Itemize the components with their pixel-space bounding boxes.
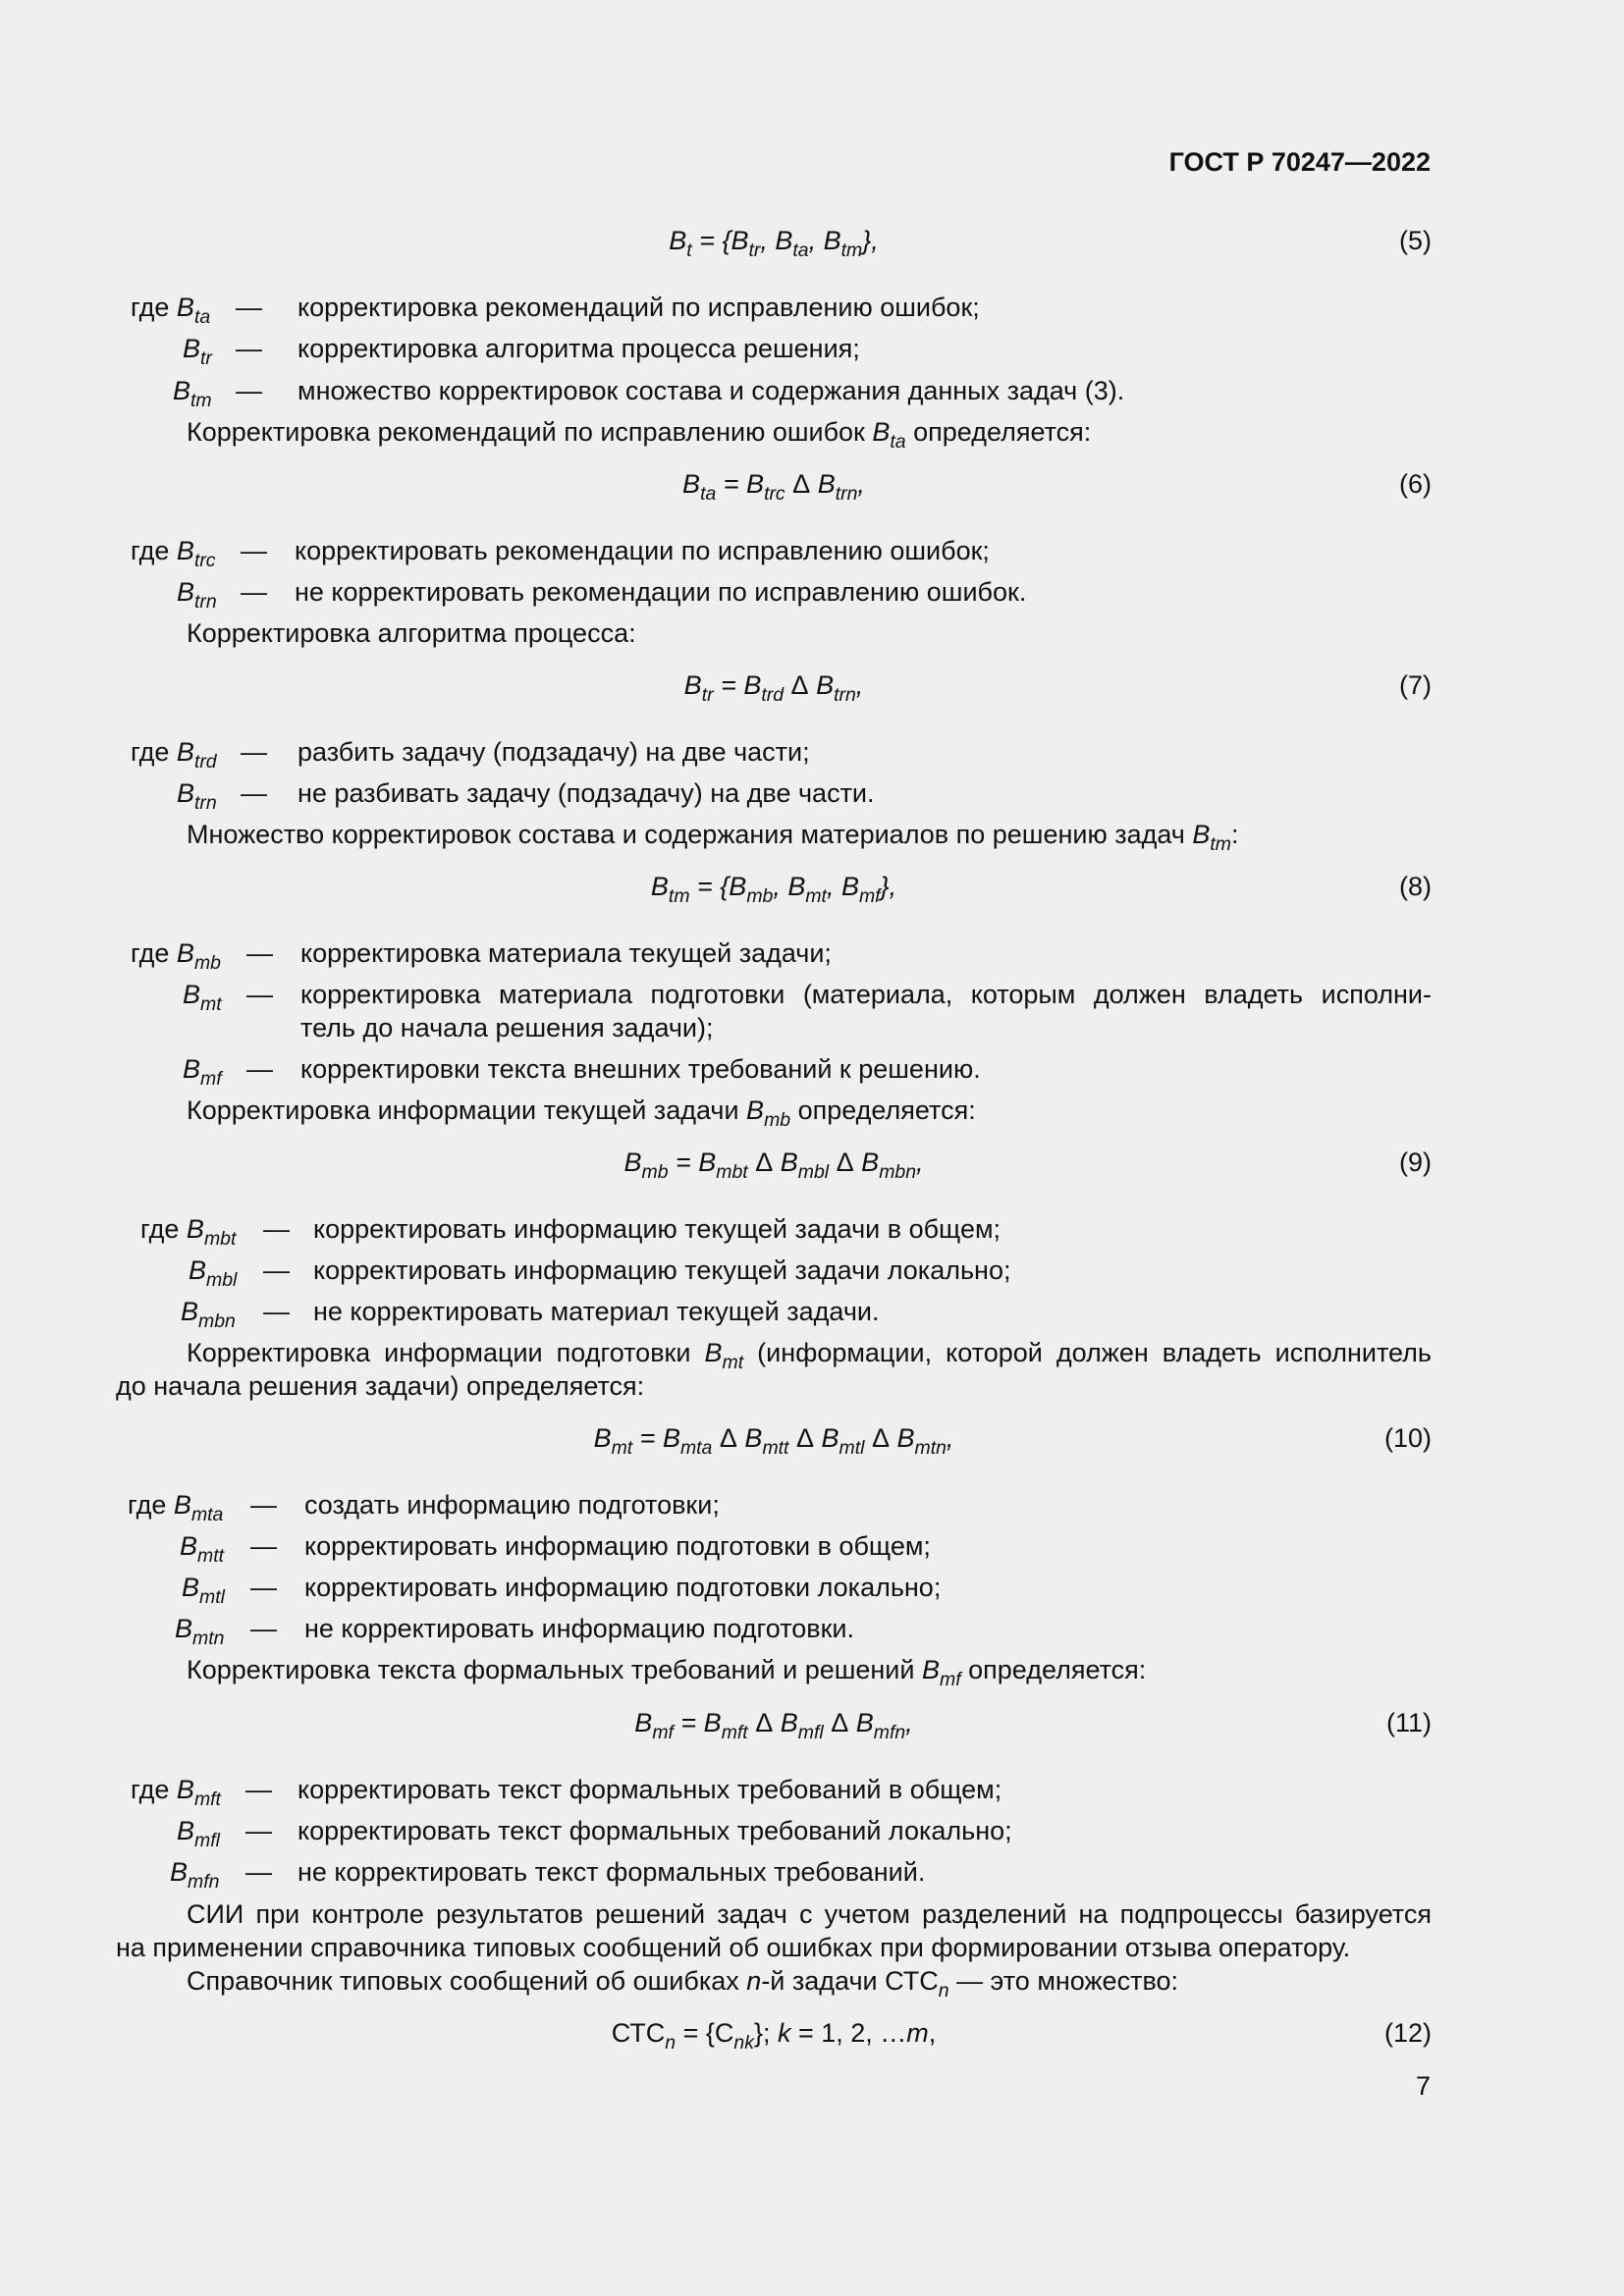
definition-text: корректировка рекомендаций по исправлению ошибок; xyxy=(298,293,980,322)
equation-6: $B_{ta} = B_{trc}$ Δ $B_{trn}$, (6) xyxy=(682,469,1432,505)
equation-number: (5) xyxy=(1399,226,1432,255)
paragraph: Корректировка информации текущей задачи $B_{mb}$ определяется: xyxy=(187,1095,976,1131)
equation-12: $СТС_n = \{С_{nk}\}$; k = 1, 2, …m, (12) xyxy=(611,2018,1432,2054)
definition-text: корректировка алгоритма процесса решения; xyxy=(298,334,860,363)
paragraph: Справочник типовых сообщений об ошибках n-й задачи $СТС_n$ — это множество: xyxy=(187,1966,1179,2002)
paragraph: Корректировка алгоритма процесса: xyxy=(187,618,636,648)
page-number: 7 xyxy=(1415,2071,1431,2101)
equation-9: $B_{mb} = B_{mbt}$ Δ $B_{mbl}$ Δ $B_{mbn}$, (9) xyxy=(623,1148,1432,1183)
equation-number: (6) xyxy=(1399,469,1432,499)
equation-5 xyxy=(116,226,1432,265)
equation-number: (9) xyxy=(1399,1148,1432,1177)
equation-number: (11) xyxy=(1385,1708,1432,1737)
equation-8: $B_{tm} = \{B_{mb}$, $B_{mt}$, $B_{mf}$}, (8) xyxy=(650,872,1432,907)
equation-number: (10) xyxy=(1383,1423,1432,1453)
dash: — xyxy=(236,293,262,322)
paragraph: Корректировка рекомендаций по исправлению ошибок $B_{ta}$ определяется: xyxy=(187,417,1092,453)
equation-number: (12) xyxy=(1383,2018,1432,2048)
paragraph: СИИ при контроле результатов решений задач с учетом разделений на подпроцессы базируется xyxy=(187,1899,1432,1929)
equation-number: (7) xyxy=(1399,670,1432,700)
equation-7: $B_{tr} = B_{trd}$ Δ $B_{trn}$, (7) xyxy=(683,670,1432,706)
paragraph: Множество корректировок состава и содержания материалов по решению задач $B_{tm}$: xyxy=(187,820,1239,855)
definition-text: множество корректировок состава и содержания данных задач (3). xyxy=(298,376,1125,405)
equation-11: $B_{mf} = B_{mft}$ Δ $B_{mfl}$ Δ $B_{mfn}$, (11) xyxy=(634,1708,1432,1743)
paragraph: на применении справочника типовых сообщений об ошибках при формировании отзыва оператору. xyxy=(116,1933,1351,1962)
where-label: где $B_{ta}$ xyxy=(131,293,211,328)
paragraph: Корректировка информации подготовки $B_{mt}$ (информации, которой должен владеть исполнитель xyxy=(187,1338,1432,1373)
formula-5: $B_t = \{B_{tr}$, $B_{ta}$, $B_{tm}$}, xyxy=(669,226,879,261)
equation-number: (8) xyxy=(1399,872,1432,901)
equation-10: $B_{mt} = B_{mta}$ Δ $B_{mtt}$ Δ $B_{mtl}$ Δ $B_{mtn}$, (10) xyxy=(593,1423,1432,1459)
paragraph: Корректировка текста формальных требований и решений $B_{mf}$ определяется: xyxy=(187,1655,1147,1690)
document-page: ГОСТ Р 70247—2022 $B_t = \{B_{tr}$, $B_{ta}$, $B_{tm}$}, (5) где $B_{ta}$ — корректировка рекомендаций по исправлению ошибок; $B_{tr}$ — корректировка алгоритма процесса решения; $B_{tm}$ — множество корректировок состава и содержания данных задач (3). Корректировка рекомендаций по исправлению ошибок $B_{ta}$ определяется: $B_{ta} = B_{trc}$ Δ $B_{trn}$, (6) где $B_{trc}$ — корректировать рекомендации по исправлению ошибок; $B_{trn}$ — не корректировать рекомендации по исправлению ошибок. Корректировка алгоритма процесса: $B_{tr} = B_{trd}$ Δ $B_{trn}$, (7) где $B_{trd}$ — разбить задачу (подзадачу) на две части; $B_{trn}$ — не разбивать задачу (подзадачу) на две части. Множество корректировок состава и содержания материалов по решению задач $B_{tm}$: $B_{tm} = \{B_{mb}$, $B_{mt}$, $B_{mf}$}, (8) где $B_{mb}$ — корректировка материала текущей задачи; $B_{mt}$ — корректировка материала подготовки (материала, которым должен владеть исполни- тель до начала решения задачи); $B_{mf}$ — корректировки текста внешних требований к решению. Корректировка информации текущей задачи $B_{mb}$ определяется: $B_{mb} = B_{mbt}$ Δ $B_{mbl}$ Δ $B_{mbn}$, (9) где $B_{mbt}$ — корректировать информацию текущей задачи в общем; $B_{mbl}$ — корректировать информацию текущей задачи локально; $B_{mbn}$ — не корректировать материал текущей задачи. Корректировка информации подготовки $B_{mt}$ (информации, которой должен владеть исполнитель до начала решения задачи) определяется: $B_{mt} = B_{mta}$ Δ $B_{mtt}$ Δ $B_{mtl}$ Δ $B_{mtn}$, (10) где $B_{mta}$ — создать информацию подготовки; $B_{mtt}$ — корректировать информацию подготовки в общем; $B_{mtl}$ — корректировать информацию подготовки локально; $B_{mtn}$ — не корректировать информацию подготовки. Корректировка текста формальных требований и решений $B_{mf}$ определяется: $B_{mf} = B_{mft}$ Δ $B_{mfl}$ Δ $B_{mfn}$, (11) где $B_{mft}$ — корректировать текст формальных требований в общем; $B_{mfl}$ — корректировать текст формальных требований локально; $B_{mfn}$ — не корректировать текст формальных требований. СИИ при контроле результатов решений задач с учетом разделений на подпроцессы базируется на применении справочника типовых сообщений об ошибках при формировании отзыва оператору. Справочник типовых сообщений об ошибках n-й задачи $СТС_n$ — это множество: $СТС_n = \{С_{nk}\}$; k = 1, 2, …m, (12) 7 xyxy=(116,147,1432,2101)
paragraph: до начала решения задачи) определяется: xyxy=(116,1371,645,1401)
document-header: ГОСТ Р 70247—2022 xyxy=(1168,147,1431,177)
